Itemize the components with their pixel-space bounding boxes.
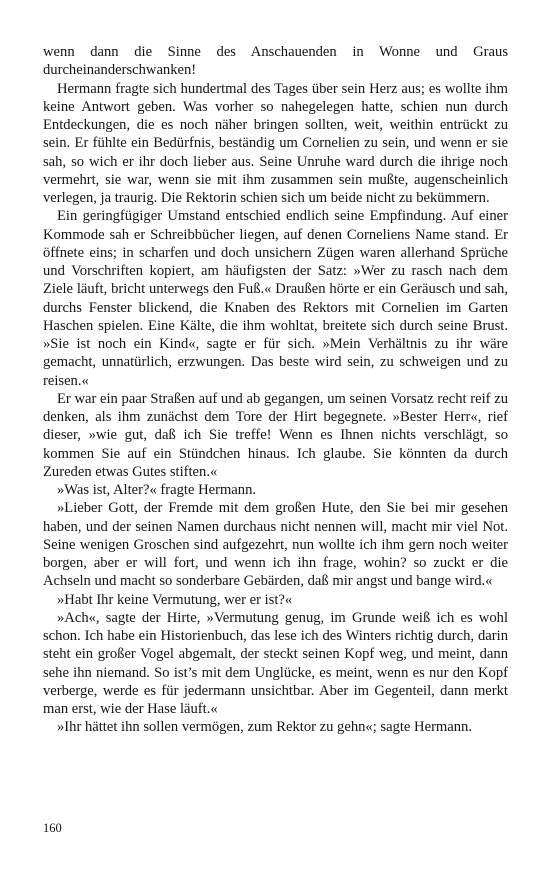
paragraph-3: Ein geringfügiger Umstand entschied endlich seine Empfindung. Auf einer Kommode sah er Schreibbücher liegen, auf denen Corneliens Name stand. Er öffnete eins; in scharfen und doch unsichern Zügen waren allerhand Sprüche und Vorschriften kopiert, am häufigsten der Satz: »Wer zu rasch nach dem Ziele läuft, bricht unterwegs den Fuß.« Draußen hörte er ein Geräusch und sah, durchs Fenster blickend, die Knaben des Rektors mit Cornelien im Garten Haschen spielen. Eine Kälte, die ihm wohltat, breitete sich durch seine Brust. »Sie ist noch ein Kind«, sagte er für sich. »Mein Verhältnis zu ihr wäre gemacht, unnatürlich, erzwungen. Das beste wird sein, zu schweigen und zu reisen.« [43,208,508,389]
paragraph-1: wenn dann die Sinne des Anschauenden in Wonne und Graus durcheinanderschwanken! [43,44,508,79]
page-number: 160 [43,821,62,835]
paragraph-9: »Ihr hättet ihn sollen vermögen, zum Rektor zu gehn«; sagte Hermann. [57,719,472,736]
paragraph-7: »Habt Ihr keine Vermutung, wer er ist?« [57,591,293,608]
body-text [43,43,508,737]
paragraph-4: Er war ein paar Straßen auf und ab gegangen, um seinen Vorsatz recht reif zu denken, als ihm zunächst dem Tore der Hirt begegnete. »Bester Herr«, rief dieser, »wie gut, daß ich Sie treffe! Wenn es Ihnen nichts verschlägt, so kommen Sie auf ein Stündchen hinaus. Ich glaube. Sie könnten da durch Zureden etwas Gutes stiften.« [43,390,508,480]
paragraph-2: Hermann fragte sich hundertmal des Tages über sein Herz aus; es wollte ihm keine Antwort geben. Was vorher so nahegelegen hatte, schien nun durch Entdeckungen, die es noch näher bringen sollten, weit, weithin entrückt zu sein. Er fühlte ein Bedürfnis, beständig um Cornelien zu sein, und wenn er sie sah, so wich er ihr doch lieber aus. Seine Unruhe ward durch die ihrige noch vermehrt, sie war, wenn sie mit ihm zusammen sein mußte, augenscheinlich verlegen, ja traurig. Die Rektorin schien sich um beide nicht zu bekümmern. [43,80,508,206]
paragraph-8: »Ach«, sagte der Hirte, »Vermutung genug, im Grunde weiß ich es wohl schon. Ich habe ein Historienbuch, das lese ich des Winters richtig durch, darin steht ein großer Vogel abgemalt, der steckt seinen Kopf weg, und meint, dann sehe ihn niemand. So ist’s mit dem Unglücke, es meint, wenn es nur den Kopf verberge, werde es für jedermann unsichtbar. Aber im Gegenteil, dann merkt man erst, wie der Hase läuft.« [43,609,508,717]
paragraph-6: »Lieber Gott, der Fremde mit dem großen Hute, den Sie bei mir gesehen haben, und der seinen Namen durchaus nicht nennen will, macht mir viel Not. Seine wenigen Groschen sind aufgezehrt, nun wollte ich ihm gern noch weiter borgen, aber er will fort, und wenn ich ihn frage, wohin? so zuckt er die Achseln und macht so sonderbare Gebärden, daß mir angst und bange wird.« [43,500,508,590]
paragraph-5: »Was ist, Alter?« fragte Hermann. [57,482,257,498]
